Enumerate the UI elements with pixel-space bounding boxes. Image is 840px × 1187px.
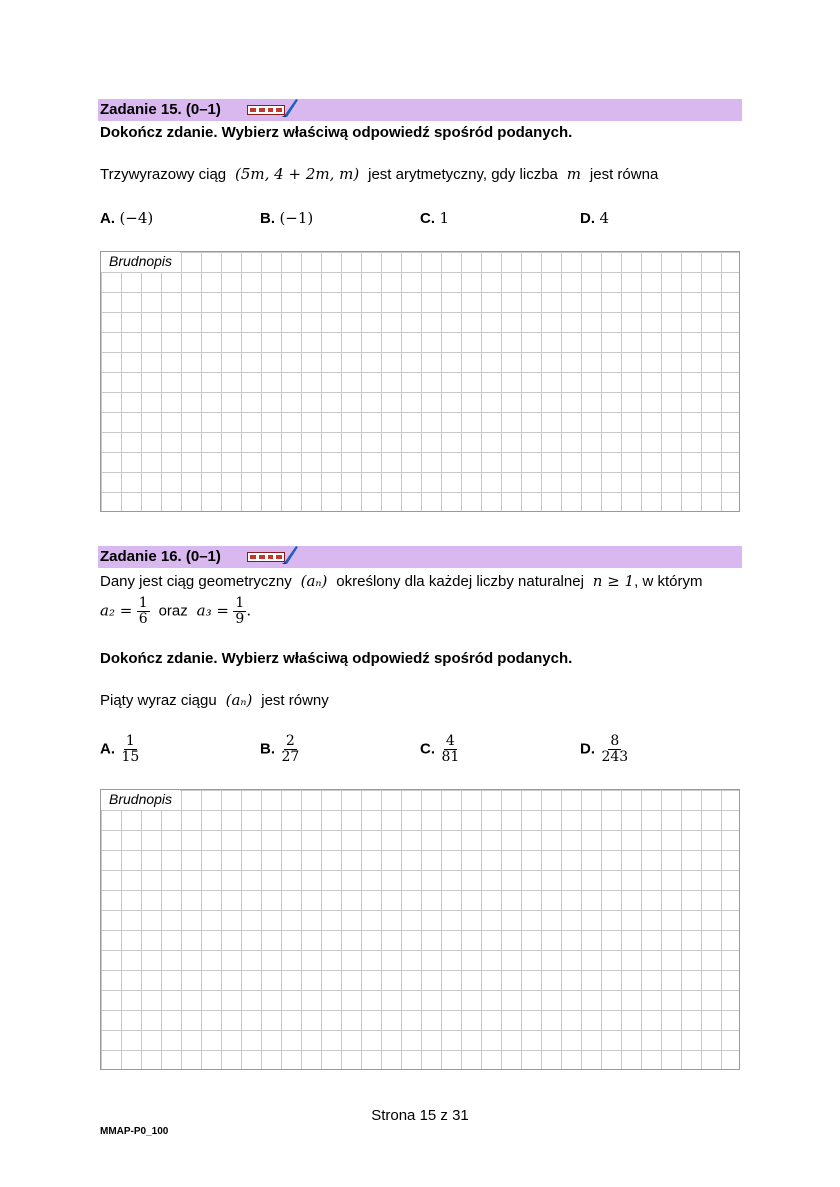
denominator: 27 [281, 749, 300, 765]
numerator: 2 [285, 733, 295, 749]
task15-option-b[interactable] [260, 209, 313, 228]
task15-pen-icon [280, 96, 300, 118]
task15-option-a[interactable] [100, 209, 153, 228]
task15-option-d[interactable] [580, 209, 609, 228]
option-letter: A. [100, 740, 115, 758]
option-letter: D. [580, 210, 595, 227]
task16-question-post: jest równy [261, 692, 329, 709]
numerator: 1 [235, 595, 245, 611]
task16-title: Zadanie 16. (0–1) [100, 548, 221, 565]
task15-draft-label: Brudnopis [101, 252, 180, 272]
option-value: (−1) [279, 209, 314, 227]
task16-stem-mid: określony dla każdej liczby naturalnej [336, 573, 584, 590]
option-letter: A. [100, 210, 115, 227]
task16-stem-post: , w którym [634, 573, 703, 590]
option-letter: C. [420, 740, 435, 758]
task16-a2-label: a₂ = [100, 601, 133, 620]
numerator: 8 [610, 733, 620, 749]
task16-option-a[interactable] [100, 734, 141, 765]
task16-question-pre: Piąty wyraz ciągu [100, 692, 217, 709]
denominator: 15 [121, 749, 140, 765]
numerator: 1 [125, 733, 135, 749]
task16-option-d[interactable] [580, 734, 630, 765]
task16-stem-pre: Dany jest ciąg geometryczny [100, 573, 292, 590]
task15-stem-variable: m [566, 165, 582, 183]
task16-stem-line1 [100, 572, 702, 591]
option-value: (−4) [119, 209, 154, 227]
denominator: 6 [138, 611, 148, 627]
option-fraction [599, 734, 630, 765]
task15-stem-pre: Trzywyrazowy ciąg [100, 166, 227, 183]
task15-title: Zadanie 15. (0–1) [100, 101, 221, 118]
numerator: 4 [445, 733, 455, 749]
task16-stem-sequence: (aₙ) [300, 572, 328, 590]
option-fraction [279, 734, 301, 765]
denominator: 9 [235, 611, 245, 627]
option-fraction [439, 734, 461, 765]
page-number: Strona 15 z 31 [371, 1107, 469, 1124]
option-letter: B. [260, 740, 275, 758]
task16-question [100, 691, 329, 710]
option-value: 4 [599, 209, 609, 227]
task16-option-c[interactable] [420, 734, 461, 765]
task16-stem-line2 [100, 596, 251, 627]
task16-period: . [246, 601, 252, 620]
task16-stem-condition: n ≥ 1 [592, 572, 635, 590]
task15-stem-post: jest równa [589, 166, 659, 183]
document-code: MMAP-P0_100 [100, 1126, 169, 1137]
task15-option-c[interactable] [420, 209, 449, 228]
task16-draft-label: Brudnopis [101, 790, 180, 810]
task15-draft-grid[interactable] [100, 251, 740, 512]
option-letter: B. [260, 210, 275, 227]
task15-instruction: Dokończ zdanie. Wybierz właściwą odpowiedź spośród podanych. [100, 124, 573, 141]
task16-option-b[interactable] [260, 734, 301, 765]
denominator: 81 [441, 749, 460, 765]
task15-stem [100, 165, 658, 184]
denominator: 243 [601, 749, 629, 765]
option-value: 1 [439, 209, 449, 227]
task16-pen-icon [280, 543, 300, 565]
option-fraction [119, 734, 141, 765]
task15-stem-sequence: (5m, 4 + 2m, m) [235, 165, 360, 183]
task16-oraz: oraz [158, 602, 188, 620]
option-letter: D. [580, 740, 595, 758]
task16-a3-fraction [233, 596, 246, 627]
task16-a2-fraction [137, 596, 150, 627]
task16-question-sequence: (aₙ) [225, 691, 253, 709]
task16-draft-grid[interactable] [100, 789, 740, 1070]
task16-instruction: Dokończ zdanie. Wybierz właściwą odpowiedź spośród podanych. [100, 650, 573, 667]
numerator: 1 [138, 595, 148, 611]
option-letter: C. [420, 210, 435, 227]
task15-stem-mid: jest arytmetyczny, gdy liczba [368, 166, 558, 183]
task16-a3-label: a₃ = [196, 601, 229, 620]
